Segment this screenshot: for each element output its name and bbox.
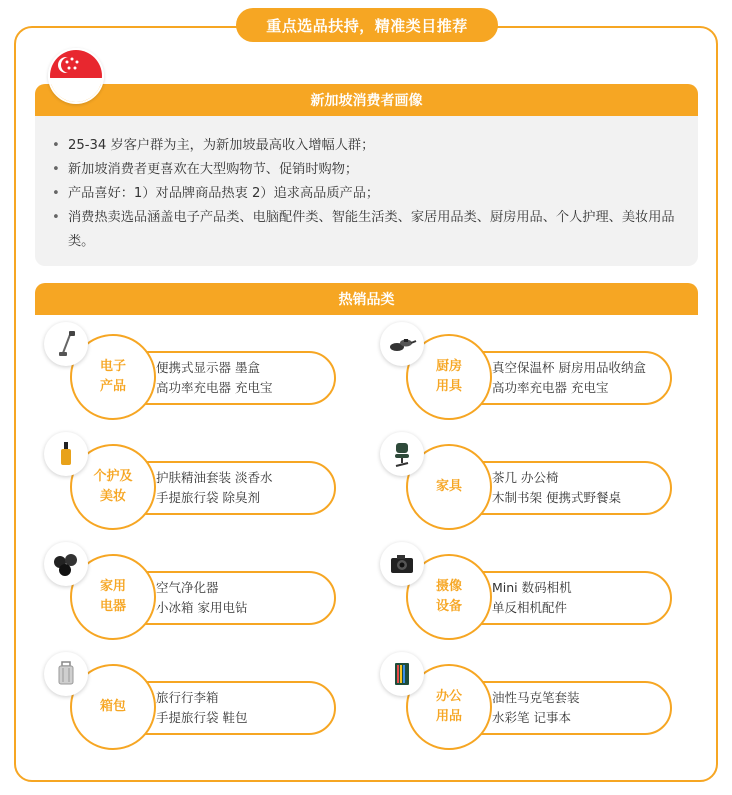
profile-bullet: • 产品喜好：1）对品牌商品热衷 2）追求高品质产品；: [52, 182, 692, 206]
category-items-line: 高功率充电器 充电宝: [492, 380, 609, 395]
category-items-line: 真空保温杯 厨房用品收纳盒: [492, 360, 646, 375]
oil-bottle-icon: [44, 432, 88, 476]
category-items-line: 水彩笔 记事本: [492, 710, 571, 725]
hot-categories-title: 热销品类: [35, 283, 698, 315]
vacuum-icon: [44, 322, 88, 366]
camera-icon: [380, 542, 424, 586]
category-name-line: 办公: [435, 689, 462, 704]
category-card-luggage: [44, 664, 336, 750]
marker-set-icon: [380, 652, 424, 696]
category-name-line: 用具: [435, 379, 462, 394]
category-items-line: 便携式显示器 墨盒: [156, 360, 260, 375]
category-name-line: 摄像: [435, 579, 462, 594]
category-name-line: 家用: [99, 579, 126, 594]
profile-bullet: • 消费热卖选品涵盖电子产品类、电脑配件类、智能生活类、家居用品类、厨房用品、个人护理、美妆用品类。: [52, 206, 692, 254]
category-name-line: 个护及: [93, 469, 133, 484]
category-card-electronics: [44, 334, 336, 420]
profile-bullet: • 新加坡消费者更喜欢在大型购物节、促销时购物；: [52, 158, 692, 182]
category-items-line: 手提旅行袋 鞋包: [156, 710, 248, 725]
category-items-line: 高功率充电器 充电宝: [156, 380, 273, 395]
category-items-line: 茶几 办公椅: [492, 470, 559, 485]
office-chair-icon: [380, 432, 424, 476]
suitcase-icon: [44, 652, 88, 696]
appliance-icon: [44, 542, 88, 586]
category-name-line: 产品: [99, 379, 126, 394]
category-items-line: Mini 数码相机: [492, 580, 572, 595]
category-name-line: 电器: [99, 599, 126, 614]
singapore-flag-icon: [48, 48, 104, 104]
profile-bullet-list: [52, 134, 692, 254]
category-card-personal-care: [44, 444, 336, 530]
category-card-camera: [380, 554, 672, 640]
category-items-line: 旅行行李箱: [156, 690, 219, 705]
category-items-line: 手提旅行袋 除臭剂: [156, 490, 260, 505]
category-name-line: 家具: [435, 479, 462, 494]
category-card-appliances: [44, 554, 336, 640]
category-card-furniture: [380, 444, 672, 530]
category-items-line: 油性马克笔套装: [492, 690, 580, 705]
category-name-line: 电子: [99, 359, 126, 374]
category-items-line: 小冰箱 家用电钻: [156, 600, 248, 615]
profile-title: 新加坡消费者画像: [35, 84, 698, 116]
category-name-line: 箱包: [99, 699, 126, 714]
category-card-office: [380, 664, 672, 750]
profile-bullet: • 25-34 岁客户群为主，为新加坡最高收入增幅人群；: [52, 134, 692, 158]
category-name-line: 设备: [435, 599, 462, 614]
category-name-line: 用品: [435, 709, 462, 724]
category-items-line: 护肤精油套装 淡香水: [156, 470, 273, 485]
category-items-line: 空气净化器: [156, 580, 219, 595]
page-title: 重点选品扶持，精准类目推荐: [236, 8, 498, 42]
category-items-line: 单反相机配件: [492, 600, 568, 615]
category-name-line: 美妆: [99, 489, 126, 504]
category-items-line: 木制书架 便携式野餐桌: [492, 490, 621, 505]
category-name-line: 厨房: [435, 359, 462, 374]
cookware-icon: [380, 322, 424, 366]
category-card-kitchen: [380, 334, 672, 420]
